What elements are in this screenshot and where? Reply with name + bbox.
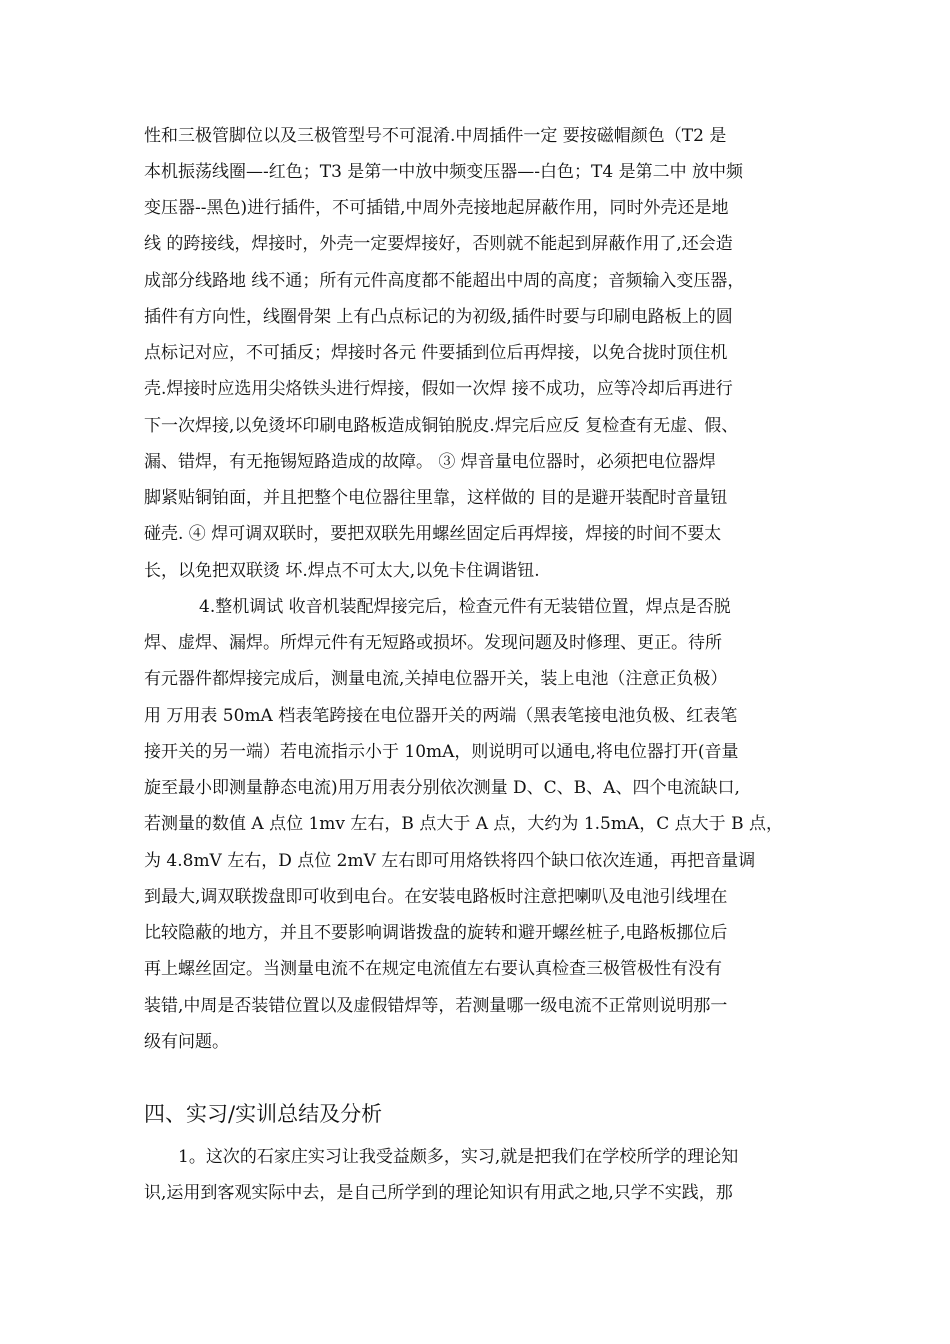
text-line: 若测量的数值 A 点位 1mv 左右，B 点大于 A 点，大约为 1.5mA，C 点大于 B 点， (144, 814, 783, 834)
text-line: 旋至最小即测量静态电流)用万用表分别依次测量 D、C、B、A、四个电流缺口, (144, 778, 740, 798)
text-line: 变压器--黑色)进行插件，不可插错,中周外壳接地起屏蔽作用，同时外壳还是地 (144, 198, 729, 218)
text-line: 性和三极管脚位以及三极管型号不可混淆.中周插件一定 要按磁帽颜色（T2 是 (144, 126, 727, 146)
text-line: 壳.焊接时应选用尖烙铁头进行焊接，假如一次焊 接不成功，应等冷却后再进行 (144, 379, 733, 399)
section-4-first-line: 4.整机调试 收音机装配焊接完后，检查元件有无装错位置，焊点是否脱 (199, 597, 731, 617)
text-line: 线 的跨接线，焊接时，外壳一定要焊接好，否则就不能起到屏蔽作用了,还会造 (144, 234, 733, 254)
text-line: 接开关的另一端）若电流指示小于 10mA，则说明可以通电,将电位器打开(音量 (144, 742, 739, 762)
text-line: 成部分线路地 线不通；所有元件高度都不能超出中周的高度；音频输入变压器， (144, 271, 745, 291)
text-line: 点标记对应，不可插反；焊接时各元 件要插到位后再焊接，以免合拢时顶住机 (144, 343, 728, 363)
text-line: 为 4.8mV 左右，D 点位 2mV 左右即可用烙铁将四个缺口依次连通，再把音量调 (144, 851, 756, 871)
text-line: 比较隐蔽的地方，并且不要影响调谐拨盘的旋转和避开螺丝桩子,电路板挪位后 (144, 923, 728, 943)
text-line: 插件有方向性，线圈骨架 上有凸点标记的为初级,插件时要与印刷电路板上的圆 (144, 307, 733, 327)
text-line: 漏、错焊，有无拖锡短路造成的故障。 ③ 焊音量电位器时，必须把电位器焊 (144, 452, 716, 472)
text-line: 本机振荡线圈—-红色；T3 是第一中放中频变压器—-白色；T4 是第二中 放中频 (144, 162, 744, 182)
text-line: 下一次焊接,以免烫坏印刷电路板造成铜铂脱皮.焊完后应反 复检查有无虚、假、 (144, 416, 739, 436)
text-line: 装错,中周是否装错位置以及虚假错焊等，若测量哪一级电流不正常则说明那一 (144, 996, 728, 1016)
text-line: 脚紧贴铜铂面，并且把整个电位器往里靠，这样做的 目的是避开装配时音量钮 (144, 488, 728, 508)
text-line: 用 万用表 50mA 档表笔跨接在电位器开关的两端（黑表笔接电池负极、红表笔 (144, 706, 738, 726)
text-line: 级有问题。 (144, 1032, 229, 1052)
text-line: 焊、虚焊、漏焊。所焊元件有无短路或损坏。发现问题及时修理、更正。待所 (144, 633, 722, 653)
text-line: 有元器件都焊接完成后，测量电流,关掉电位器开关，装上电池（注意正负极） (144, 669, 728, 689)
text-line: 再上螺丝固定。当测量电流不在规定电流值左右要认真检查三极管极性有没有 (144, 959, 722, 979)
summary-first-line: 1。这次的石家庄实习让我受益颇多，实习,就是把我们在学校所学的理论知 (178, 1147, 739, 1167)
text-line: 碰壳. ④ 焊可调双联时，要把双联先用螺丝固定后再焊接，焊接的时间不要太 (144, 524, 722, 544)
section-heading: 四、实习/实训总结及分析 (144, 1102, 383, 1126)
text-line: 识,运用到客观实际中去，是自己所学到的理论知识有用武之地,只学不实践，那 (144, 1183, 733, 1203)
text-line: 到最大,调双联拨盘即可收到电台。在安装电路板时注意把喇叭及电池引线埋在 (144, 887, 728, 907)
text-line: 长，以免把双联烫 坏.焊点不可太大,以免卡住调谐钮. (144, 561, 540, 581)
